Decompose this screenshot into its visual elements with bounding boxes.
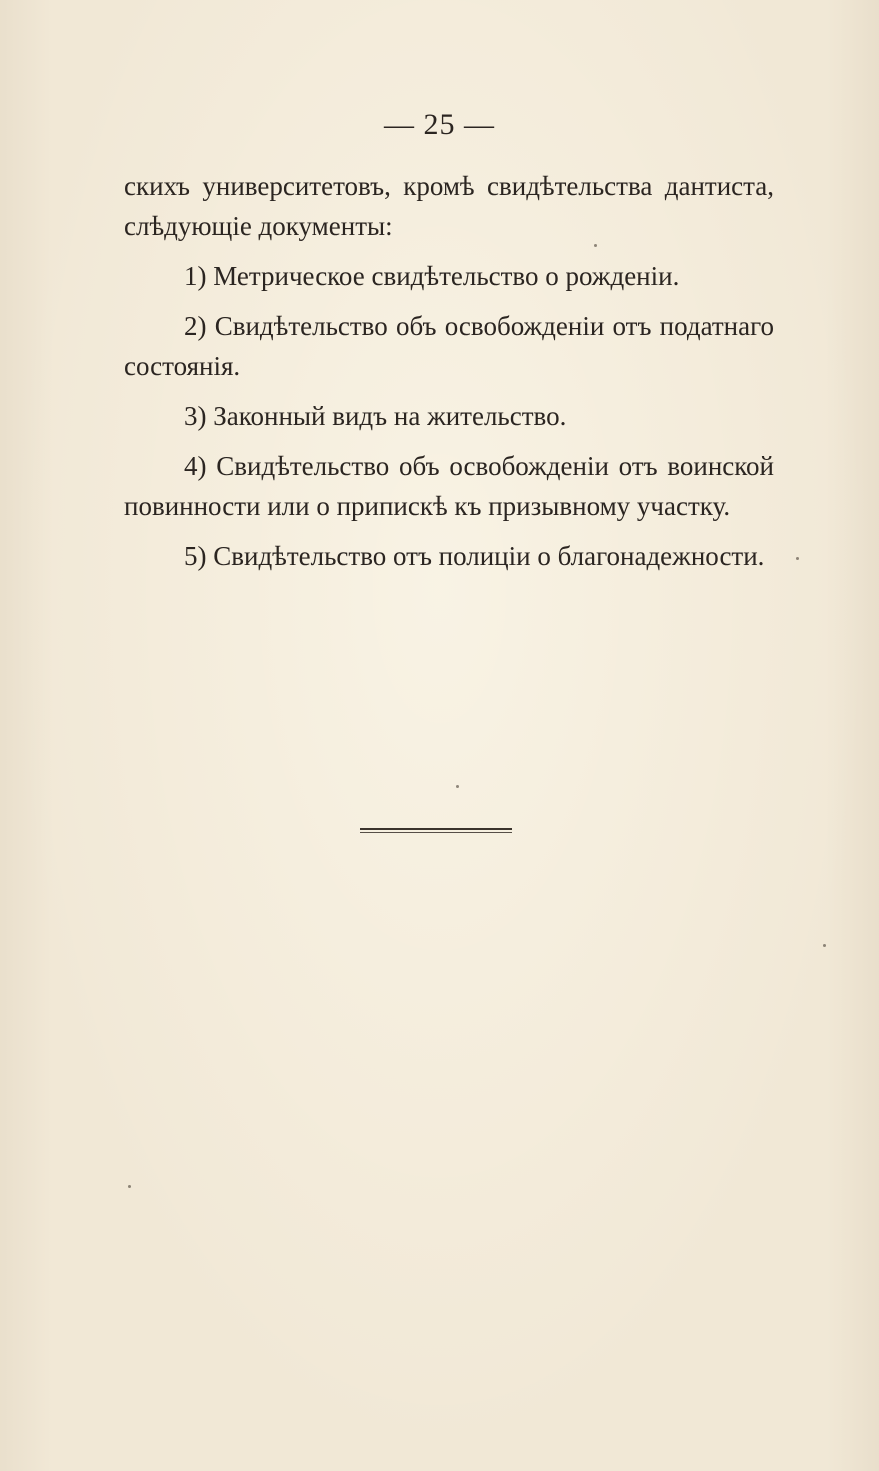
section-divider-rule <box>360 828 512 834</box>
divider-line-bottom <box>360 832 512 833</box>
list-item-3: 3) Законный видъ на жительство. <box>184 401 567 431</box>
paper-speck <box>456 785 459 788</box>
list-item-2: 2) Свидѣтельство объ освобожденіи отъ податнаго состоянія. <box>124 311 774 381</box>
paper-speck <box>796 557 799 560</box>
paper-speck <box>594 244 597 247</box>
list-item-4: 4) Свидѣтельство объ освобожденіи отъ воинской повинности или о припискѣ къ призывному участку. <box>124 451 774 521</box>
page-number: — 25 — <box>384 108 495 141</box>
paper-speck <box>128 1185 131 1188</box>
body-text <box>124 166 774 576</box>
list-item-1: 1) Метрическое свидѣтельство о рожденіи. <box>184 261 680 291</box>
intro-paragraph: скихъ университетовъ, кромѣ свидѣтельства дантиста, слѣдующіе документы: <box>124 171 774 241</box>
divider-line-top <box>360 828 512 830</box>
list-item-5: 5) Свидѣтельство отъ полиціи о благонадежности. <box>184 541 765 571</box>
paper-speck <box>823 944 826 947</box>
